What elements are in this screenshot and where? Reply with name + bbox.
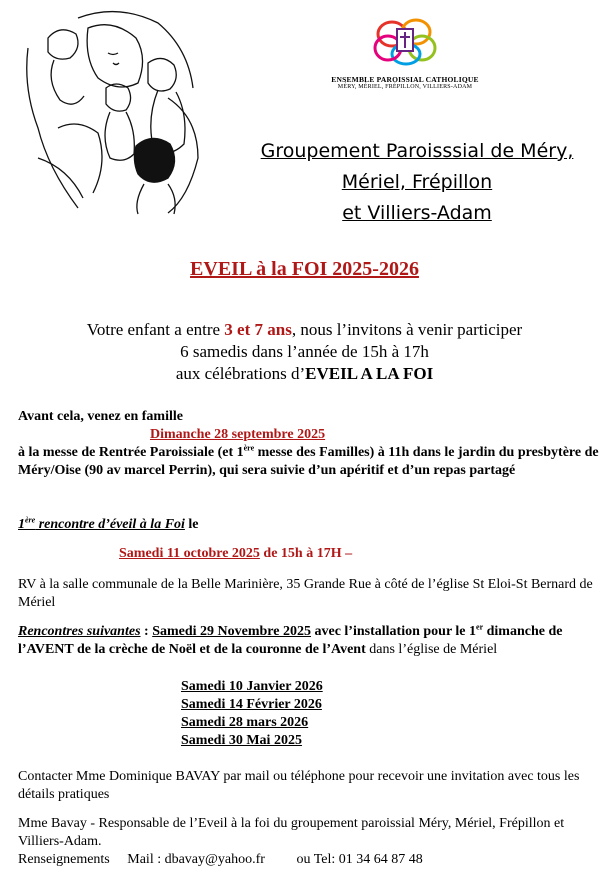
family-date	[150, 426, 325, 444]
parish-logo-icon	[370, 18, 440, 66]
info-label: Renseignements	[18, 852, 110, 867]
family-date-text: Dimanche 28 septembre 2025	[150, 427, 326, 442]
intro-text: Votre enfant a entre	[86, 320, 225, 339]
parish-logo	[312, 18, 498, 104]
venue-paragraph: RV à la salle communale de la Belle Marinière, 35 Grande Rue à côté de l’église St Eloi-St Bernard de Mériel	[18, 577, 593, 610]
next-meetings-text: dimanche de l’AVENT de la crèche de Noël et de la couronne de l’Avent	[18, 624, 563, 657]
first-meeting-text: 1	[18, 517, 25, 532]
family-heading: Avant cela, venez en famille	[18, 409, 183, 424]
first-meeting-date-text: Samedi 11 octobre 2025	[119, 546, 260, 561]
first-meeting-text: le	[184, 517, 199, 532]
jesus-children-illustration	[18, 8, 214, 216]
eveil-label: EVEIL A LA FOI	[305, 364, 434, 383]
intro-text: , nous l’invitons à venir participer	[291, 320, 523, 339]
page-title-line-2: Mériel, Frépillon	[341, 171, 493, 193]
eveil-heading: EVEIL à la FOI 2025-2026	[190, 258, 419, 280]
contact-phone[interactable]: ou Tel: 01 34 64 87 48	[296, 852, 423, 867]
family-text: messe des Familles) à 11h dans le jardin du presbytère de Méry/Oise (90 av marcel Perrin), qui sera suivie d’un apéritif et d’un repas partagé	[18, 445, 599, 478]
next-meeting-date: Samedi 29 Novembre 2025	[152, 624, 311, 639]
contact-paragraph: Contacter Mme Dominique BAVAY par mail ou téléphone pour recevoir une invitation avec tous les détails pratiques	[18, 769, 580, 802]
page-title-line-3: et Villiers-Adam	[342, 202, 492, 224]
date-item: Samedi 28 mars 2026	[181, 715, 309, 730]
first-meeting-heading	[18, 516, 608, 534]
next-meetings-paragraph	[18, 623, 608, 659]
superscript: er	[476, 622, 484, 632]
family-text: à la messe de Rentrée Paroissiale (et 1	[18, 445, 244, 460]
date-item: Samedi 14 Février 2026	[181, 697, 322, 712]
date-list	[181, 678, 323, 750]
intro-text: aux célébrations d’	[175, 364, 306, 383]
first-meeting-time: de 15h à 17H –	[259, 546, 353, 561]
logo-text-main: ENSEMBLE PAROISSIAL CATHOLIQUE	[331, 75, 479, 84]
first-meeting-date	[119, 545, 352, 563]
date-item: Samedi 30 Mai 2025	[181, 733, 302, 748]
family-paragraph	[18, 444, 608, 480]
separator: :	[140, 624, 153, 639]
superscript: ère	[25, 515, 36, 525]
next-meetings-label: Rencontres suivantes	[18, 624, 141, 639]
contact-info	[18, 851, 608, 869]
first-meeting-text: rencontre d’éveil à la Foi	[35, 517, 185, 532]
next-meetings-text: avec l’installation pour le 1	[310, 624, 477, 639]
contact-email[interactable]: Mail : dbavay@yahoo.fr	[127, 852, 265, 867]
superscript: ère	[243, 443, 255, 453]
age-range: 3 et 7 ans	[224, 320, 292, 339]
page-title-line-1: Groupement Paroisssial de Méry,	[260, 140, 574, 162]
intro-schedule: 6 samedis dans l’année de 15h à 17h	[180, 342, 429, 361]
next-meetings-text: dans l’église de Mériel	[365, 642, 498, 657]
responsible-paragraph: Mme Bavay - Responsable de l’Eveil à la foi du groupement paroissial Méry, Mériel, Frépillon et Villiers-Adam.	[18, 816, 565, 849]
logo-text-towns: MÉRY, MÉRIEL, FRÉPILLON, VILLIERS-ADAM	[337, 84, 473, 90]
date-item: Samedi 10 Janvier 2026	[181, 679, 323, 694]
intro-paragraph	[0, 319, 609, 385]
